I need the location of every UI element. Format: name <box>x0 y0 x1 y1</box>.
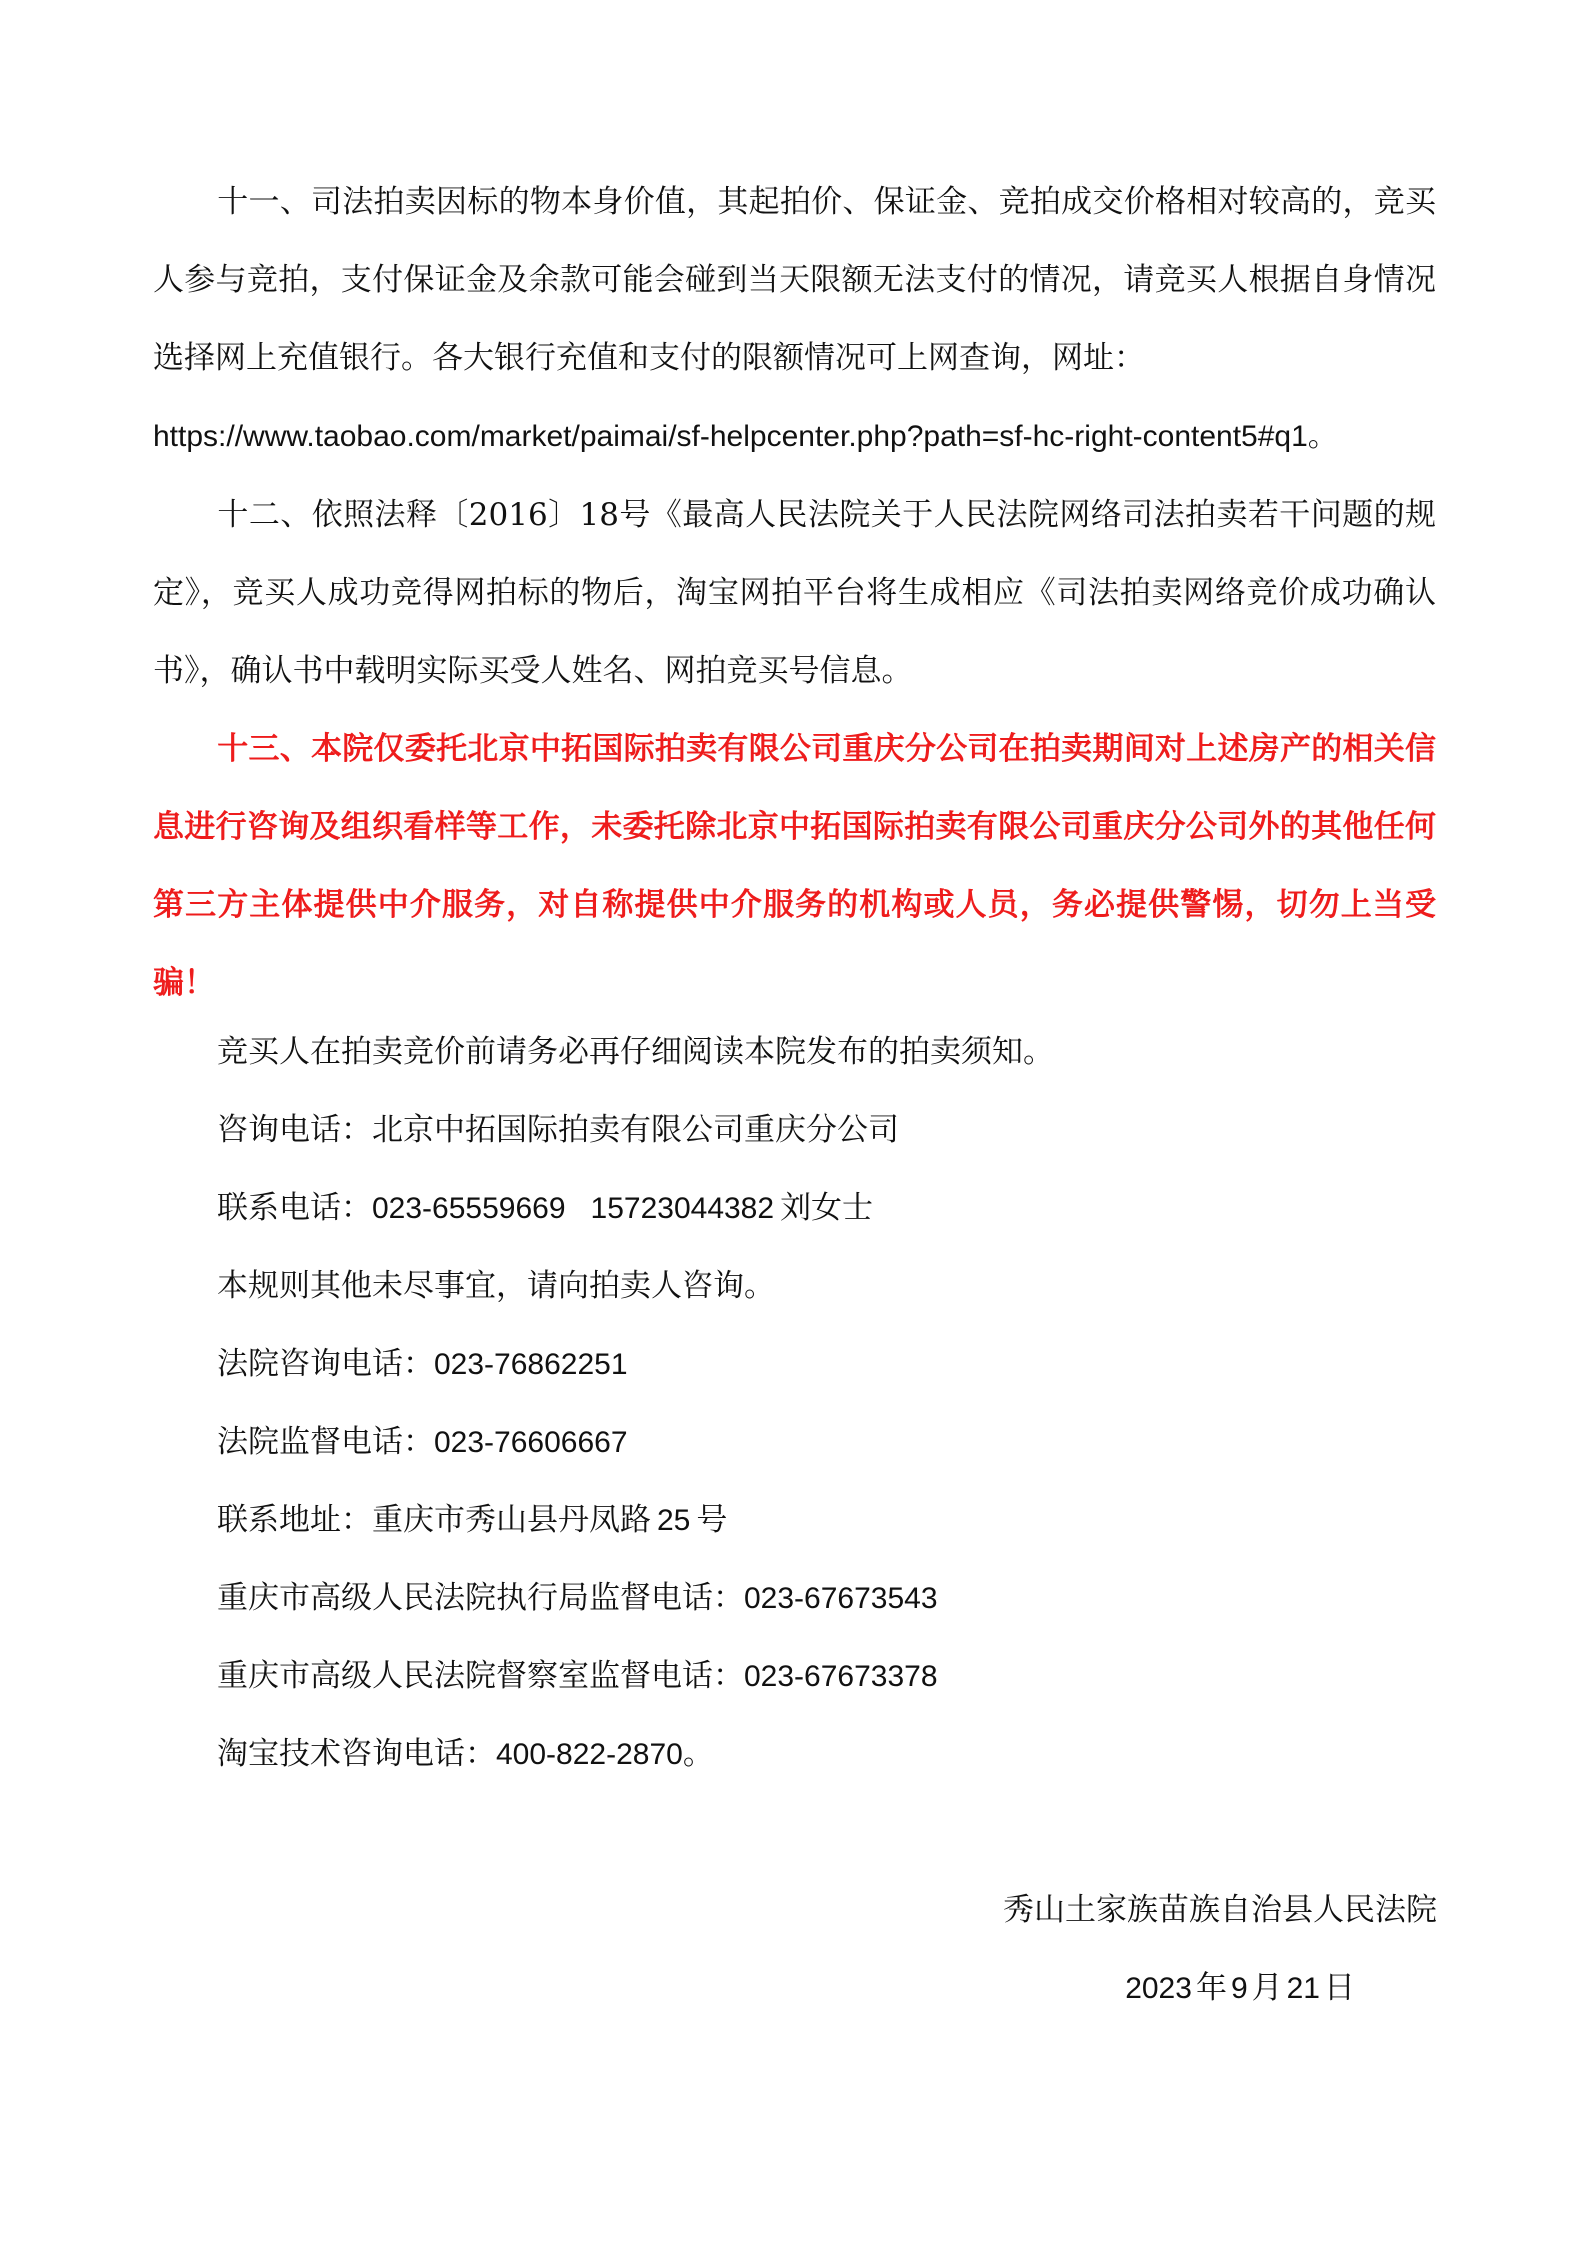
address-number: 25 <box>657 1504 691 1537</box>
date-day-suffix: 日 <box>1324 1970 1355 2006</box>
date-year-suffix: 年 <box>1195 1970 1227 2006</box>
paragraph-12 <box>153 476 1436 710</box>
high-court-inspect-label: 重庆市高级人民法院督察室监督电话： <box>217 1658 744 1694</box>
address-suffix: 号 <box>696 1502 728 1538</box>
contact-name: 刘女士 <box>780 1190 874 1226</box>
consult-label: 咨询电话： <box>217 1112 372 1148</box>
taobao-label: 淘宝技术咨询电话： <box>217 1736 496 1772</box>
paragraph-11-text: 十一、司法拍卖因标的物本身价值，其起拍价、保证金、竞拍成交价格相对较高的，竞买人参与竞拍，支付保证金及余款可能会碰到当天限额无法支付的情况，请竞买人根据自身情况选择网上充值银行。各大银行充值和支付的限额情况可上网查询，网址： <box>153 184 1436 376</box>
court-consult-phone: 023-76862251 <box>434 1348 628 1381</box>
address-label: 联系地址：重庆市秀山县丹凤路 <box>217 1502 651 1538</box>
address-line <box>217 1500 727 1541</box>
contact-label: 联系电话： <box>217 1190 372 1226</box>
high-court-exec-label: 重庆市高级人民法院执行局监督电话： <box>217 1580 744 1616</box>
date-day: 21 <box>1286 1972 1320 2005</box>
notice-line: 竞买人在拍卖竞价前请务必再仔细阅读本院发布的拍卖须知。 <box>217 1034 1054 1070</box>
court-consult-line <box>217 1344 628 1385</box>
high-court-exec-line <box>217 1578 938 1619</box>
taobao-suffix: 。 <box>682 1736 714 1772</box>
paragraph-12-text: 十二、依照法释〔2016〕18号《最高人民法院关于人民法院网络司法拍卖若干问题的规定》，竞买人成功竞得网拍标的物后，淘宝网拍平台将生成相应《司法拍卖网络竞价成功确认书》，确认书中载明实际买受人姓名、网拍竞买号信息。 <box>153 497 1436 689</box>
taobao-line <box>217 1734 714 1775</box>
issue-date <box>1125 1968 1355 2009</box>
date-month: 9 <box>1230 1972 1248 2005</box>
date-year: 2023 <box>1125 1972 1192 2005</box>
paragraph-13-text: 十三、本院仅委托北京中拓国际拍卖有限公司重庆分公司在拍卖期间对上述房产的相关信息进行咨询及组织看样等工作，未委托除北京中拓国际拍卖有限公司重庆分公司外的其他任何第三方主体提供中介服务，对自称提供中介服务的机构或人员，务必提供警惕，切勿上当受骗！ <box>153 731 1436 1001</box>
paragraph-13-warning <box>153 710 1436 1022</box>
high-court-inspect-line <box>217 1656 938 1697</box>
other-matters-line: 本规则其他未尽事宜，请向拍卖人咨询。 <box>217 1268 775 1304</box>
bank-limit-url[interactable]: https://www.taobao.com/market/paimai/sf-helpcenter.php?path=sf-hc-right-content5#q1。 <box>153 420 1338 453</box>
contact-phones: 023-65559669 15723044382 <box>372 1192 775 1225</box>
court-supervise-line <box>217 1422 628 1463</box>
court-signature: 秀山土家族苗族自治县人民法院 <box>1003 1892 1437 1928</box>
taobao-phone: 400-822-2870 <box>496 1738 683 1771</box>
high-court-exec-phone: 023-67673543 <box>744 1582 938 1615</box>
court-supervise-label: 法院监督电话： <box>217 1424 434 1460</box>
consult-value: 北京中拓国际拍卖有限公司重庆分公司 <box>372 1112 899 1148</box>
contact-line <box>217 1188 873 1229</box>
court-supervise-phone: 023-76606667 <box>434 1426 628 1459</box>
date-month-suffix: 月 <box>1251 1970 1283 2006</box>
high-court-inspect-phone: 023-67673378 <box>744 1660 938 1693</box>
court-consult-label: 法院咨询电话： <box>217 1346 434 1382</box>
consult-line <box>217 1110 899 1150</box>
paragraph-11 <box>153 163 1436 397</box>
